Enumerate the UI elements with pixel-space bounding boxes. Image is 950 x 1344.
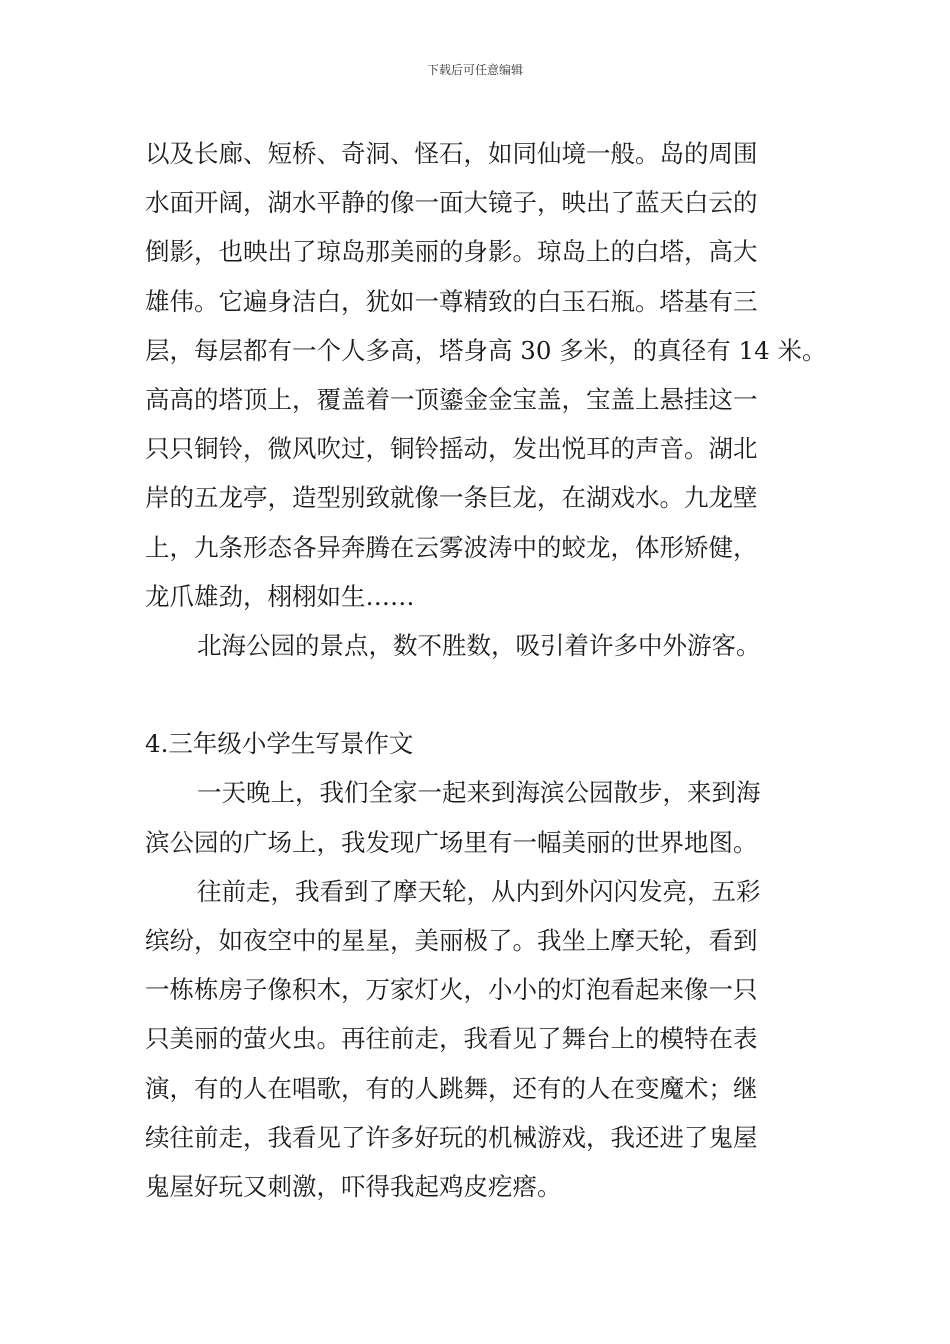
text-line: 缤纷，如夜空中的星星，美丽极了。我坐上摩天轮，看到 — [145, 926, 758, 955]
paragraph-ferris-wheel — [145, 867, 825, 1211]
text-line: 鬼屋好玩又刺激，吓得我起鸡皮疙瘩。 — [145, 1171, 562, 1201]
blank-line — [145, 670, 825, 719]
text-line: 往前走，我看到了摩天轮，从内到外闪闪发亮，五彩 — [197, 876, 761, 906]
text-line: 一栋栋房子像积木，万家灯火，小小的灯泡看起来像一只 — [145, 975, 758, 1005]
text-line: 以及长廊、短桥、奇洞、怪石，如同仙境一般。岛的周围 — [145, 139, 758, 168]
page-header: 下载后可任意编辑 — [426, 63, 523, 77]
document-body — [145, 129, 825, 1211]
text-line: 上，九条形态各异奔腾在云雾波涛中的蛟龙，体形矫健， — [145, 532, 758, 562]
text-line: 一天晚上，我们全家一起来到海滨公园散步，来到海 — [197, 778, 761, 808]
text-line: 北海公园的景点，数不胜数，吸引着许多中外游客。 — [197, 630, 761, 660]
text-line: 高高的塔顶上，覆盖着一顶鎏金金宝盖，宝盖上悬挂这一 — [145, 384, 758, 414]
text-line: 层，每层都有一个人多高，塔身高 30 多米，的真径有 14 米。 — [145, 335, 827, 365]
text-line: 雄伟。它遍身洁白，犹如一尊精致的白玉石瓶。塔基有三 — [145, 286, 758, 316]
paragraph-beihai-conclusion — [145, 621, 825, 670]
text-line: 龙爪雄劲，栩栩如生…… — [145, 581, 415, 611]
text-line: 岸的五龙亭，造型别致就像一条巨龙，在湖戏水。九龙壁 — [145, 483, 758, 513]
paragraph-beihai-scenery — [145, 129, 825, 621]
text-line: 只只铜铃，微风吹过，铜铃摇动，发出悦耳的声音。湖北 — [145, 434, 758, 464]
text-line: 演，有的人在唱歌，有的人跳舞，还有的人在变魔术；继 — [145, 1073, 758, 1103]
section-heading: 4.三年级小学生写景作文 — [145, 729, 414, 759]
paragraph-evening-walk — [145, 768, 825, 866]
text-line: 水面开阔，湖水平静的像一面大镜子，映出了蓝天白云的 — [145, 188, 758, 218]
text-line: 倒影，也映出了琼岛那美丽的身影。琼岛上的白塔，高大 — [145, 237, 758, 267]
text-line: 滨公园的广场上，我发现广场里有一幅美丽的世界地图。 — [145, 827, 758, 857]
text-line: 续往前走，我看见了许多好玩的机械游戏，我还进了鬼屋 — [145, 1122, 758, 1152]
text-line: 只美丽的萤火虫。再往前走，我看见了舞台上的模特在表 — [145, 1024, 758, 1054]
